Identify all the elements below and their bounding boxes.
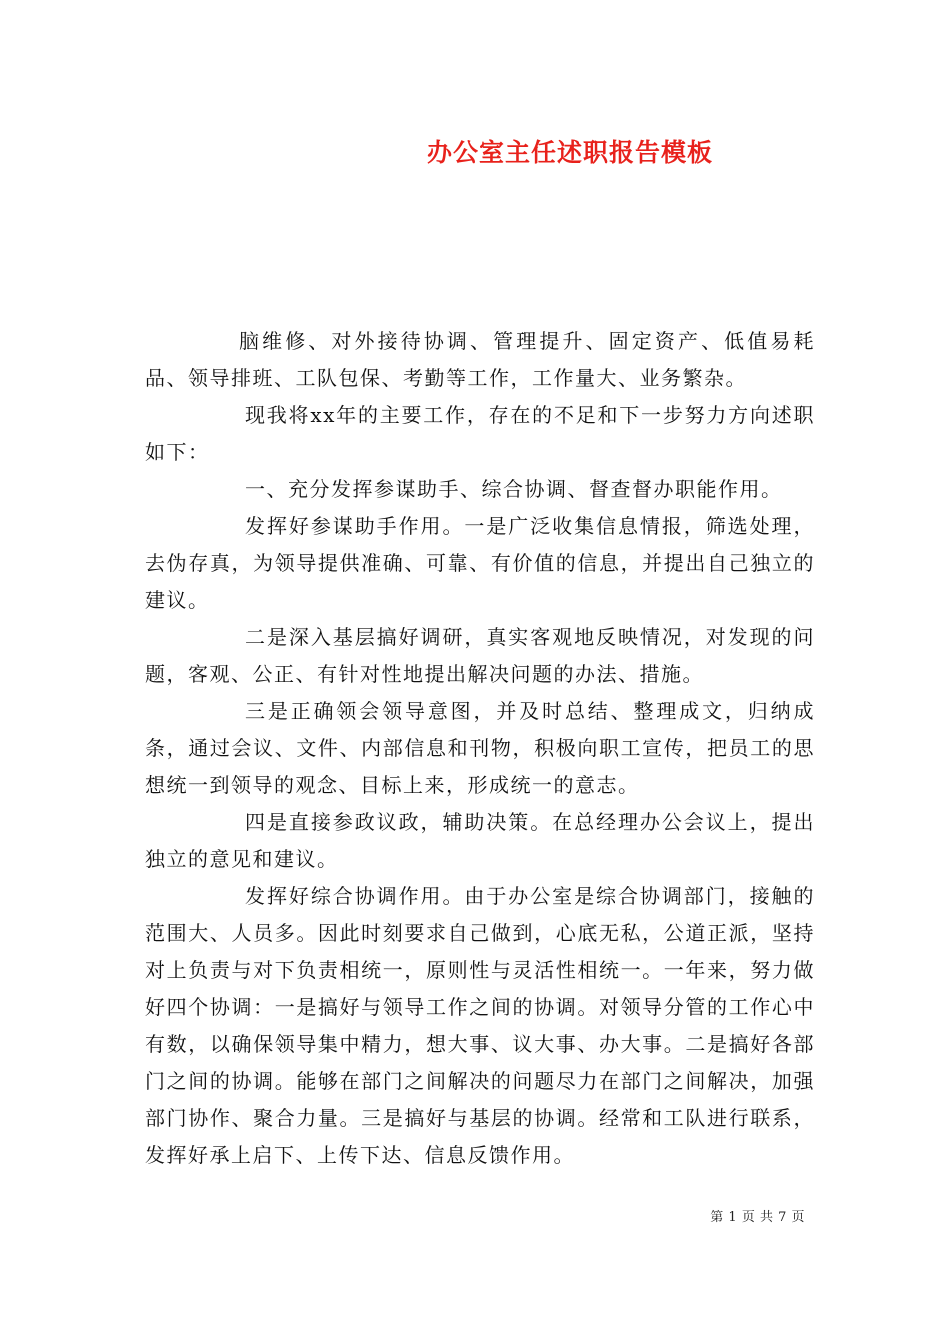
- paragraph-8: 发挥好综合协调作用。由于办公室是综合协调部门，接触的范围大、人员多。因此时刻要求自己做到，心底无私，公道正派，坚持对上负责与对下负责相统一，原则性与灵活性相统一。一年来，努力做好四个协调：一是搞好与领导工作之间的协调。对领导分管的工作心中有数，以确保领导集中精力，想大事、议大事、办大事。二是搞好各部门之间的协调。能够在部门之间解决的问题尽力在部门之间解决，加强部门协作、聚合力量。三是搞好与基层的协调。经常和工队进行联系，发挥好承上启下、上传下达、信息反馈作用。: [145, 884, 815, 1167]
- paragraph-6: 三是正确领会领导意图，并及时总结、整理成文，归纳成条，通过会议、文件、内部信息和刊物，积极向职工宣传，把员工的思想统一到领导的观念、目标上来，形成统一的意志。: [145, 699, 815, 797]
- paragraph-7: 四是直接参政议政，辅助决策。在总经理办公会议上，提出独立的意见和建议。: [145, 810, 815, 871]
- document-title: 办公室主任述职报告模板: [426, 138, 713, 167]
- page-number: 第 1 页 共 7 页: [710, 1210, 805, 1225]
- paragraph-4: 发挥好参谋助手作用。一是广泛收集信息情报，筛选处理，去伪存真，为领导提供准确、可靠、有价值的信息，并提出自己独立的建议。: [145, 514, 815, 612]
- paragraph-1: 脑维修、对外接待协调、管理提升、固定资产、低值易耗品、领导排班、工队包保、考勤等工作，工作量大、业务繁杂。: [145, 329, 815, 390]
- paragraph-2: 现我将xx年的主要工作，存在的不足和下一步努力方向述职如下：: [145, 403, 815, 464]
- paragraph-3: 一、充分发挥参谋助手、综合协调、督查督办职能作用。: [245, 477, 783, 501]
- paragraph-5: 二是深入基层搞好调研，真实客观地反映情况，对发现的问题，客观、公正、有针对性地提出解决问题的办法、措施。: [145, 625, 815, 686]
- document-body: [145, 323, 815, 1174]
